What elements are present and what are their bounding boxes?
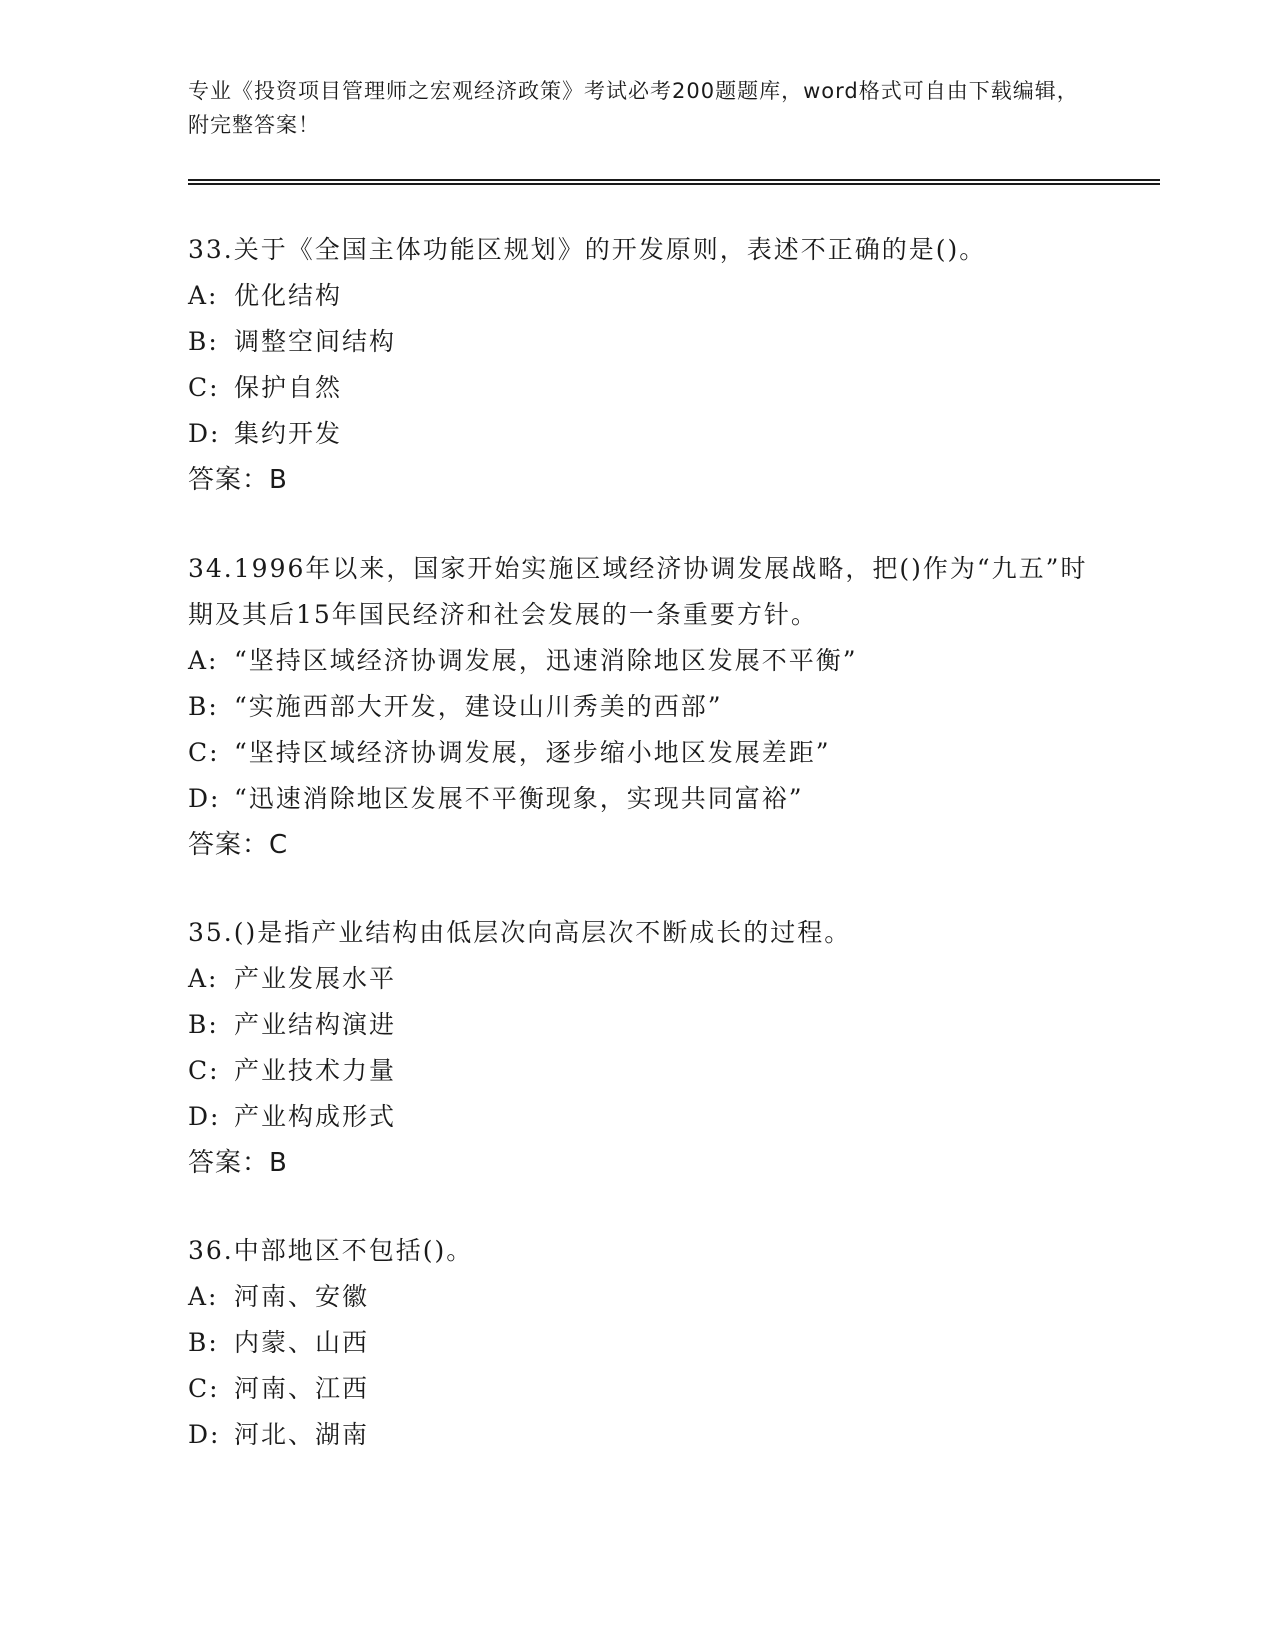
option-key: C: bbox=[188, 1056, 220, 1085]
question-35 bbox=[188, 910, 1088, 1186]
option-text: 河南、安徽 bbox=[234, 1282, 370, 1311]
option-b bbox=[188, 319, 1088, 365]
option-key: D: bbox=[188, 419, 221, 448]
option-key: C: bbox=[188, 373, 220, 402]
option-key: C: bbox=[188, 1374, 220, 1403]
option-b bbox=[188, 684, 1088, 730]
answer-line: 答案：B bbox=[188, 465, 288, 495]
option-text: 保护自然 bbox=[234, 373, 343, 402]
option-c bbox=[188, 1366, 1088, 1412]
option-text: 河北、湖南 bbox=[234, 1420, 370, 1449]
option-text: 优化结构 bbox=[234, 281, 343, 310]
document-header-text: 专业《投资项目管理师之宏观经济政策》考试必考200题题库，word格式可自由下载编辑，附完整答案！ bbox=[188, 79, 1079, 137]
option-text: 内蒙、山西 bbox=[234, 1328, 370, 1357]
option-a bbox=[188, 638, 1088, 684]
option-d bbox=[188, 1412, 1088, 1458]
answer-line: 答案：B bbox=[188, 1148, 288, 1178]
question-33 bbox=[188, 227, 1088, 503]
option-key: D: bbox=[188, 1420, 221, 1449]
option-key: A: bbox=[188, 964, 219, 993]
option-b bbox=[188, 1002, 1088, 1048]
option-text: 集约开发 bbox=[234, 419, 343, 448]
option-key: A: bbox=[188, 1282, 219, 1311]
header-double-rule bbox=[188, 179, 1160, 185]
option-text: 产业技术力量 bbox=[234, 1056, 397, 1085]
question-34 bbox=[188, 546, 1088, 868]
option-text: “实施西部大开发，建设山川秀美的西部” bbox=[234, 692, 723, 721]
option-text: 产业构成形式 bbox=[234, 1102, 397, 1131]
option-text: 产业结构演进 bbox=[234, 1010, 397, 1039]
question-stem: 33.关于《全国主体功能区规划》的开发原则，表述不正确的是()。 bbox=[188, 235, 987, 264]
option-a bbox=[188, 956, 1088, 1002]
option-d bbox=[188, 411, 1088, 457]
option-text: “坚持区域经济协调发展，逐步缩小地区发展差距” bbox=[234, 738, 831, 767]
option-text: “坚持区域经济协调发展，迅速消除地区发展不平衡” bbox=[234, 646, 858, 675]
option-c bbox=[188, 730, 1088, 776]
answer-line: 答案：C bbox=[188, 830, 289, 860]
option-b bbox=[188, 1320, 1088, 1366]
option-c bbox=[188, 365, 1088, 411]
option-a bbox=[188, 273, 1088, 319]
option-text: “迅速消除地区发展不平衡现象，实现共同富裕” bbox=[234, 784, 804, 813]
option-d bbox=[188, 776, 1088, 822]
question-36 bbox=[188, 1228, 1088, 1458]
option-c bbox=[188, 1048, 1088, 1094]
option-key: B: bbox=[188, 1010, 219, 1039]
option-d bbox=[188, 1094, 1088, 1140]
option-key: B: bbox=[188, 692, 219, 721]
option-key: D: bbox=[188, 784, 221, 813]
option-a bbox=[188, 1274, 1088, 1320]
question-stem: 36.中部地区不包括()。 bbox=[188, 1236, 474, 1265]
question-stem: 35.()是指产业结构由低层次向高层次不断成长的过程。 bbox=[188, 918, 852, 947]
option-key: B: bbox=[188, 327, 219, 356]
option-key: A: bbox=[188, 646, 219, 675]
option-text: 调整空间结构 bbox=[234, 327, 397, 356]
option-key: B: bbox=[188, 1328, 219, 1357]
option-key: D: bbox=[188, 1102, 221, 1131]
option-text: 河南、江西 bbox=[234, 1374, 370, 1403]
option-key: C: bbox=[188, 738, 220, 767]
question-stem: 34.1996年以来，国家开始实施区域经济协调发展战略，把()作为“九五”时期及其后15年国民经济和社会发展的一条重要方针。 bbox=[188, 554, 1088, 629]
option-text: 产业发展水平 bbox=[234, 964, 397, 993]
option-key: A: bbox=[188, 281, 219, 310]
